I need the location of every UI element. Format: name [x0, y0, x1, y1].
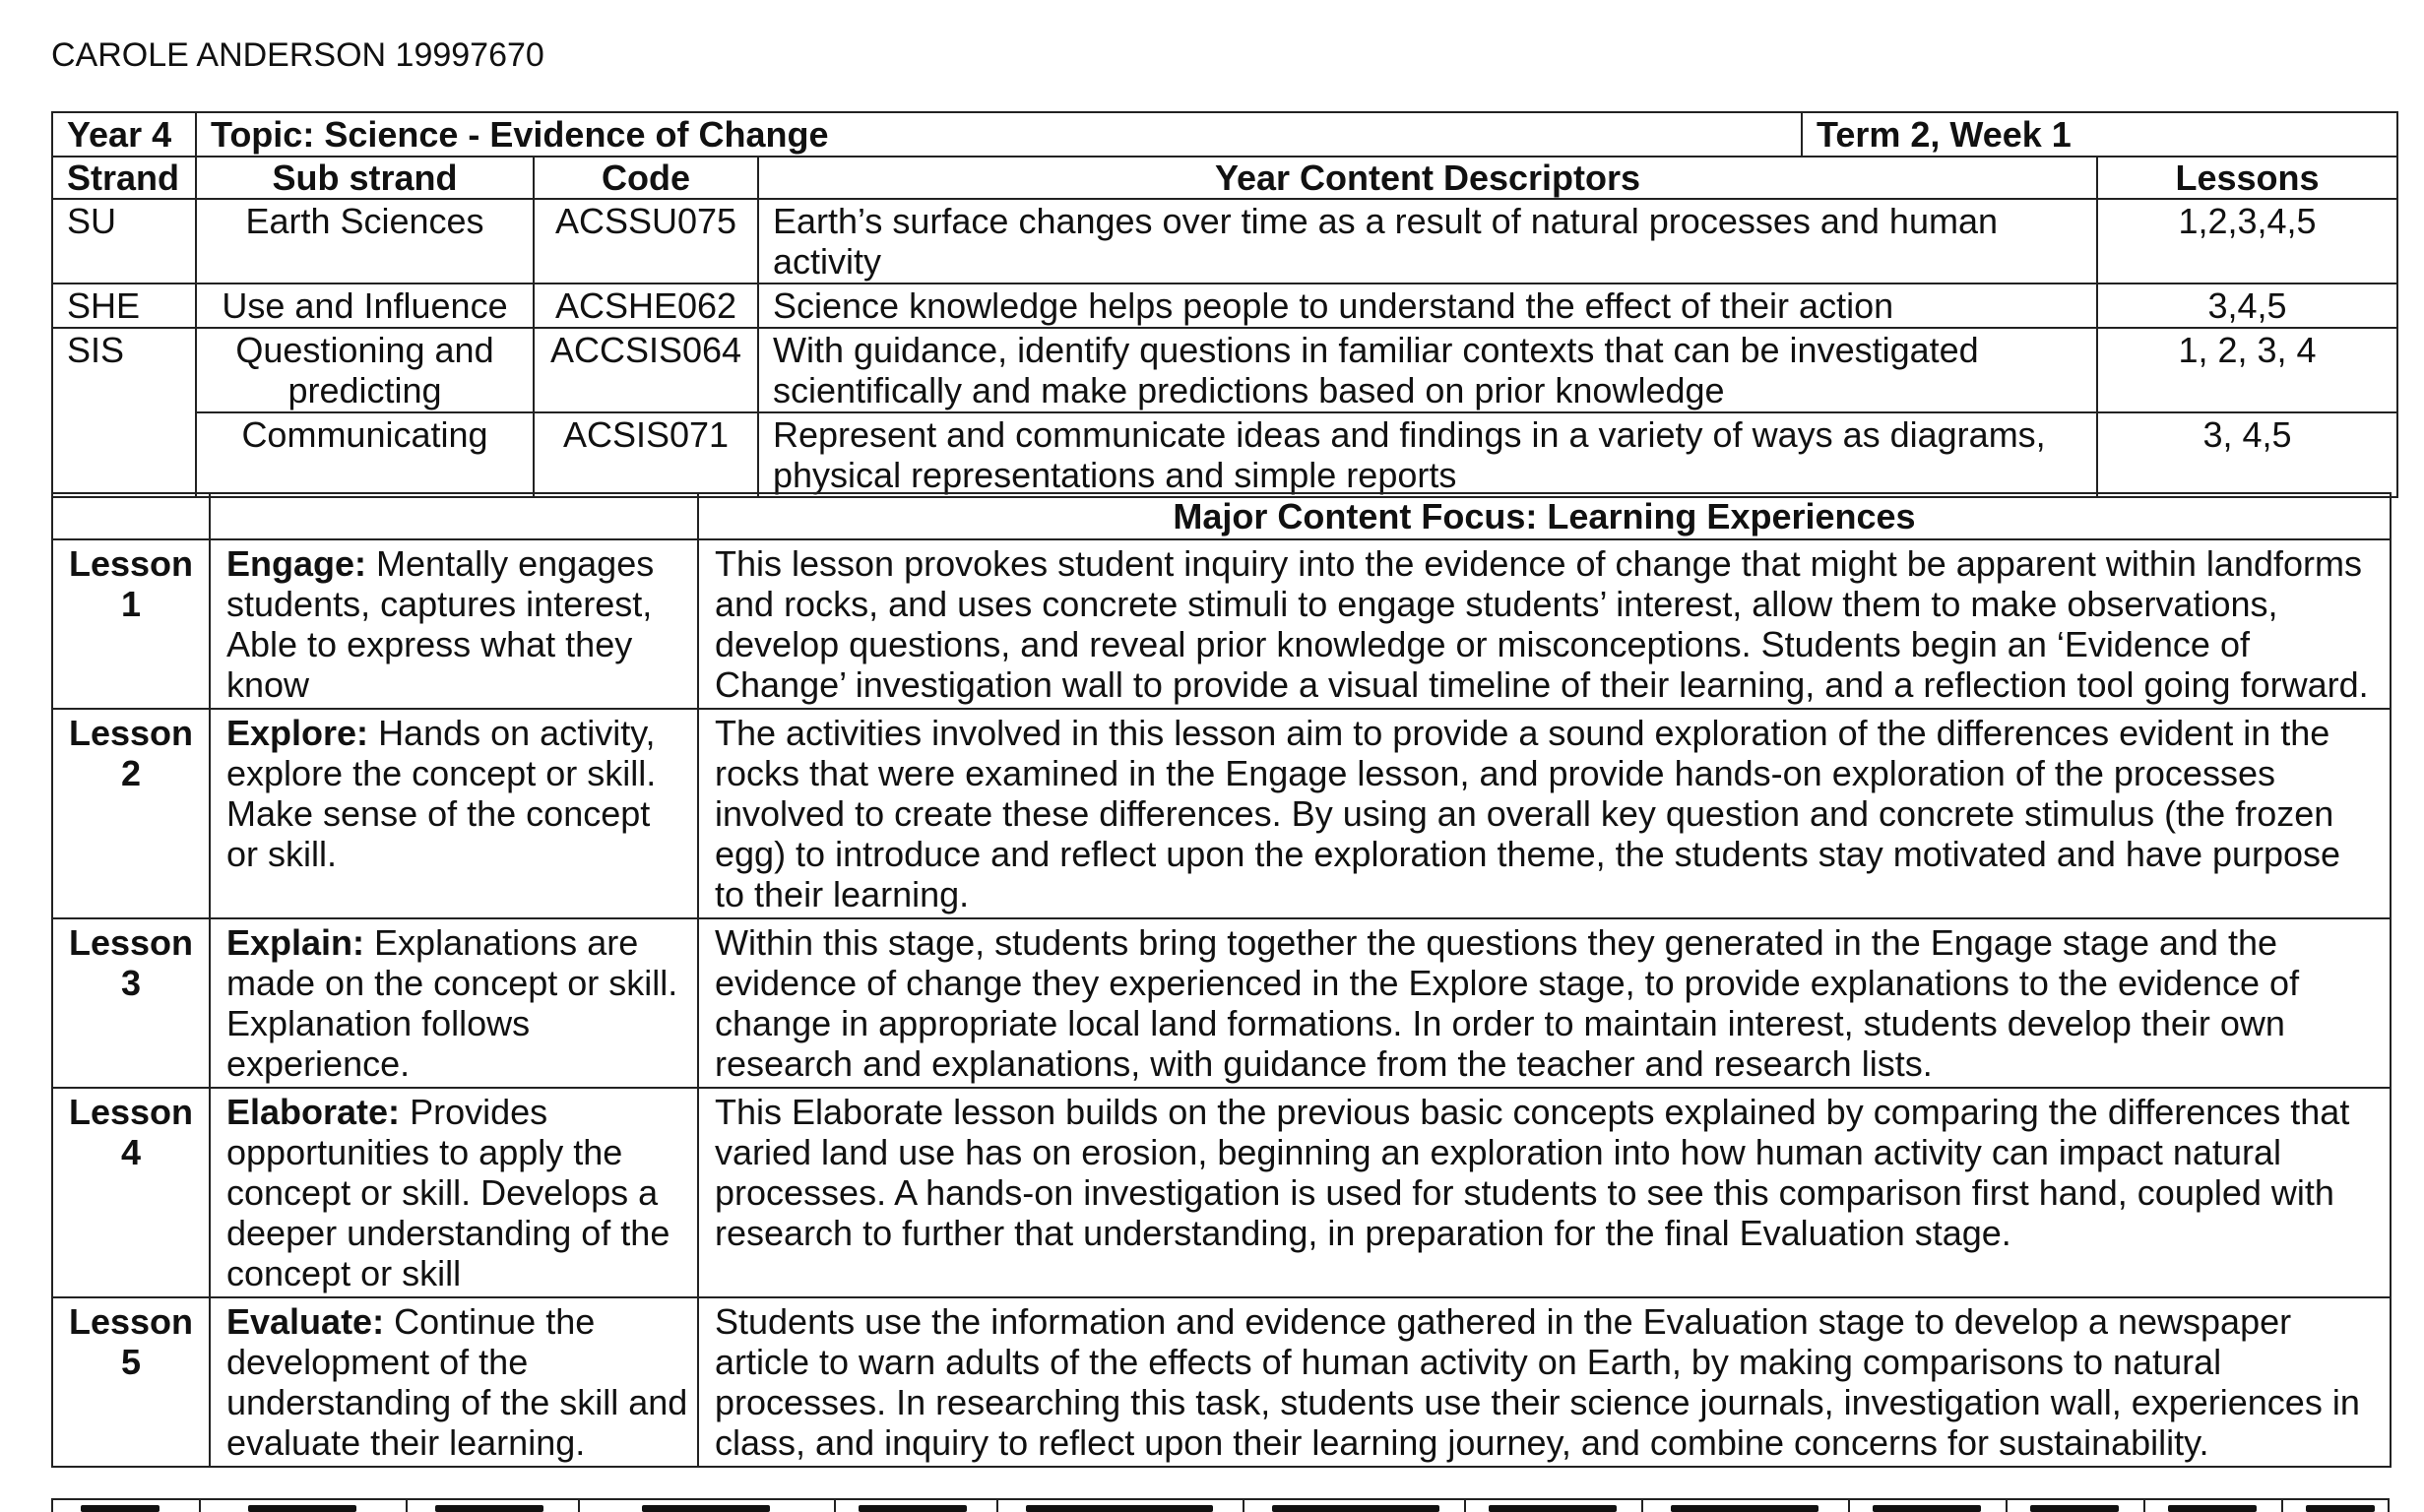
- lesson-content: This Elaborate lesson builds on the previous basic concepts explained by comparing the differences that varied land use has on erosion, beginning an exploration into how human activity can impact natural processes. A hands-on investigation is used for students to see this comparison first hand, coupled with research to further that understanding, in preparation for the final Evaluation stage.: [698, 1088, 2391, 1297]
- curriculum-row: [52, 199, 2397, 284]
- sub-strand-header: Sub strand: [196, 157, 534, 199]
- sub-strand-cell: Questioning and predicting: [196, 328, 534, 412]
- clipped-heading-text: [435, 1505, 543, 1512]
- table-divider: [834, 1500, 836, 1512]
- table-divider: [406, 1500, 408, 1512]
- table-divider: [1848, 1500, 1850, 1512]
- curriculum-row: [52, 328, 2397, 412]
- stage-description: Provides opportunities to apply the concept or skill. Develops a deeper understanding of the concept or skill: [226, 1092, 670, 1293]
- clipped-heading-text: [81, 1505, 159, 1512]
- lessons-cell: 3, 4,5: [2097, 412, 2397, 497]
- code-cell: ACCSIS064: [534, 328, 758, 412]
- clipped-heading-text: [1272, 1505, 1439, 1512]
- learning-header-row: [52, 493, 2391, 539]
- stage-cell: [210, 1297, 698, 1467]
- lessons-cell: 3,4,5: [2097, 284, 2397, 328]
- lesson-label: Lesson: [68, 922, 194, 963]
- stage-name: Elaborate:: [226, 1092, 401, 1132]
- term-label: Term 2, Week 1: [1802, 112, 2397, 157]
- lesson-content: This lesson provokes student inquiry into the evidence of change that might be apparent within landforms and rocks, and uses concrete stimuli to engage students’ interest, allow them to make observations, develop questions, and reveal prior knowledge or misconceptions. Students begin an ‘Evidence of Change’ investigation wall to provide a visual timeline of their learning, and a reflection tool going forward.: [698, 539, 2391, 709]
- code-header: Code: [534, 157, 758, 199]
- curriculum-row: [52, 284, 2397, 328]
- descriptor-cell: With guidance, identify questions in familiar contexts that can be investigated scientifically and make predictions based on prior knowledge: [758, 328, 2097, 412]
- table-divider: [2006, 1500, 2008, 1512]
- learning-experiences-table: [51, 492, 2392, 1468]
- stage-cell: [210, 539, 698, 709]
- clipped-heading-text: [248, 1505, 356, 1512]
- code-cell: ACSHE062: [534, 284, 758, 328]
- lesson-label: Lesson: [68, 713, 194, 753]
- lesson-number-cell: [52, 1088, 210, 1297]
- curriculum-table: [51, 111, 2398, 498]
- year-label: Year 4: [52, 112, 196, 157]
- lesson-number-cell: [52, 918, 210, 1088]
- stage-name: Explain:: [226, 922, 365, 963]
- lesson-label: Lesson: [68, 1092, 194, 1132]
- stage-cell: [210, 918, 698, 1088]
- lesson-number: 3: [120, 963, 142, 1003]
- code-cell: ACSSU075: [534, 199, 758, 284]
- stage-name: Explore:: [226, 713, 369, 753]
- lessons-cell: 1, 2, 3, 4: [2097, 328, 2397, 412]
- stage-description: Hands on activity, explore the concept or skill. Make sense of the concept or skill.: [226, 713, 657, 874]
- clipped-heading-text: [1671, 1505, 1818, 1512]
- descriptor-cell: Earth’s surface changes over time as a result of natural processes and human activity: [758, 199, 2097, 284]
- lesson-number: 5: [120, 1342, 142, 1382]
- lesson-content: Within this stage, students bring together the questions they generated in the Engage stage and the evidence of change they experienced in the Explore stage, to provide explanations to the evidence of change in appropriate local land formations. In order to maintain interest, students develop their own research and explanations, with guidance from the teacher and research lists.: [698, 918, 2391, 1088]
- table-divider: [578, 1500, 580, 1512]
- table-divider: [2143, 1500, 2145, 1512]
- strand-cell: SU: [52, 199, 196, 284]
- clipped-heading-text: [859, 1505, 967, 1512]
- lesson-number: 1: [120, 584, 142, 624]
- clipped-heading-text: [2168, 1505, 2257, 1512]
- table-divider: [996, 1500, 998, 1512]
- author-name: CAROLE ANDERSON 19997670: [51, 36, 544, 74]
- lesson-row: [52, 1088, 2391, 1297]
- lessons-header: Lessons: [2097, 157, 2397, 199]
- major-content-focus-header: Major Content Focus: Learning Experiences: [698, 493, 2391, 539]
- clipped-heading-text: [1489, 1505, 1617, 1512]
- lesson-header-blank: [52, 493, 210, 539]
- sub-strand-cell: Use and Influence: [196, 284, 534, 328]
- stage-description: Continue the development of the understanding of the skill and evaluate their learning.: [226, 1301, 688, 1463]
- clipped-heading-text: [2306, 1505, 2375, 1512]
- code-cell: ACSIS071: [534, 412, 758, 497]
- table-divider: [1243, 1500, 1244, 1512]
- lesson-content: The activities involved in this lesson aim to provide a sound exploration of the differences evident in the rocks that were examined in the Engage lesson, and provide hands-on exploration of the processes involved to create these differences. By using an overall key question and concrete stimulus (the frozen egg) to introduce and reflect upon the exploration theme, the students stay motivated and have purpose to their learning.: [698, 709, 2391, 918]
- strand-cell: SHE: [52, 284, 196, 328]
- lesson-row: [52, 1297, 2391, 1467]
- table-divider: [1464, 1500, 1466, 1512]
- lesson-number-cell: [52, 1297, 210, 1467]
- lesson-number: 2: [120, 753, 142, 793]
- topic-title: Topic: Science - Evidence of Change: [196, 112, 1802, 157]
- curriculum-row: [52, 412, 2397, 497]
- stage-cell: [210, 1088, 698, 1297]
- table-divider: [1641, 1500, 1643, 1512]
- stage-description: Explanations are made on the concept or skill. Explanation follows experience.: [226, 922, 678, 1084]
- clipped-heading-text: [1026, 1505, 1213, 1512]
- column-header-row: [52, 157, 2397, 199]
- table-divider: [51, 1500, 53, 1512]
- lesson-number-cell: [52, 539, 210, 709]
- lesson-number-cell: [52, 709, 210, 918]
- strand-header: Strand: [52, 157, 196, 199]
- stage-name: Engage:: [226, 543, 367, 584]
- lesson-number: 4: [120, 1132, 142, 1172]
- lessons-cell: 1,2,3,4,5: [2097, 199, 2397, 284]
- lesson-row: [52, 709, 2391, 918]
- stage-description: Mentally engages students, captures interest, Able to express what they know: [226, 543, 655, 705]
- unit-header-row: [52, 112, 2397, 157]
- strand-cell: SIS: [52, 328, 196, 497]
- clipped-heading-text: [1873, 1505, 1981, 1512]
- stage-name: Evaluate:: [226, 1301, 385, 1342]
- lesson-row: [52, 539, 2391, 709]
- table-divider: [199, 1500, 201, 1512]
- lesson-row: [52, 918, 2391, 1088]
- descriptor-cell: Represent and communicate ideas and findings in a variety of ways as diagrams, physical representations and simple reports: [758, 412, 2097, 497]
- lesson-label: Lesson: [68, 1301, 194, 1342]
- sub-strand-cell: Earth Sciences: [196, 199, 534, 284]
- lesson-content: Students use the information and evidence gathered in the Evaluation stage to develop a newspaper article to warn adults of the effects of human activity on Earth, by making comparisons to natural processes. In researching this task, students use their science journals, investigation wall, experiences in class, and inquiry to reflect upon their learning journey, and combine concerns for sustainability.: [698, 1297, 2391, 1467]
- table-divider: [2281, 1500, 2283, 1512]
- sub-strand-cell: Communicating: [196, 412, 534, 497]
- lesson-label: Lesson: [68, 543, 194, 584]
- stage-cell: [210, 709, 698, 918]
- stage-header-blank: [210, 493, 698, 539]
- clipped-heading-text: [642, 1505, 770, 1512]
- table-divider: [2388, 1500, 2390, 1512]
- descriptor-cell: Science knowledge helps people to understand the effect of their action: [758, 284, 2097, 328]
- clipped-heading-text: [2030, 1505, 2119, 1512]
- descriptors-header: Year Content Descriptors: [758, 157, 2097, 199]
